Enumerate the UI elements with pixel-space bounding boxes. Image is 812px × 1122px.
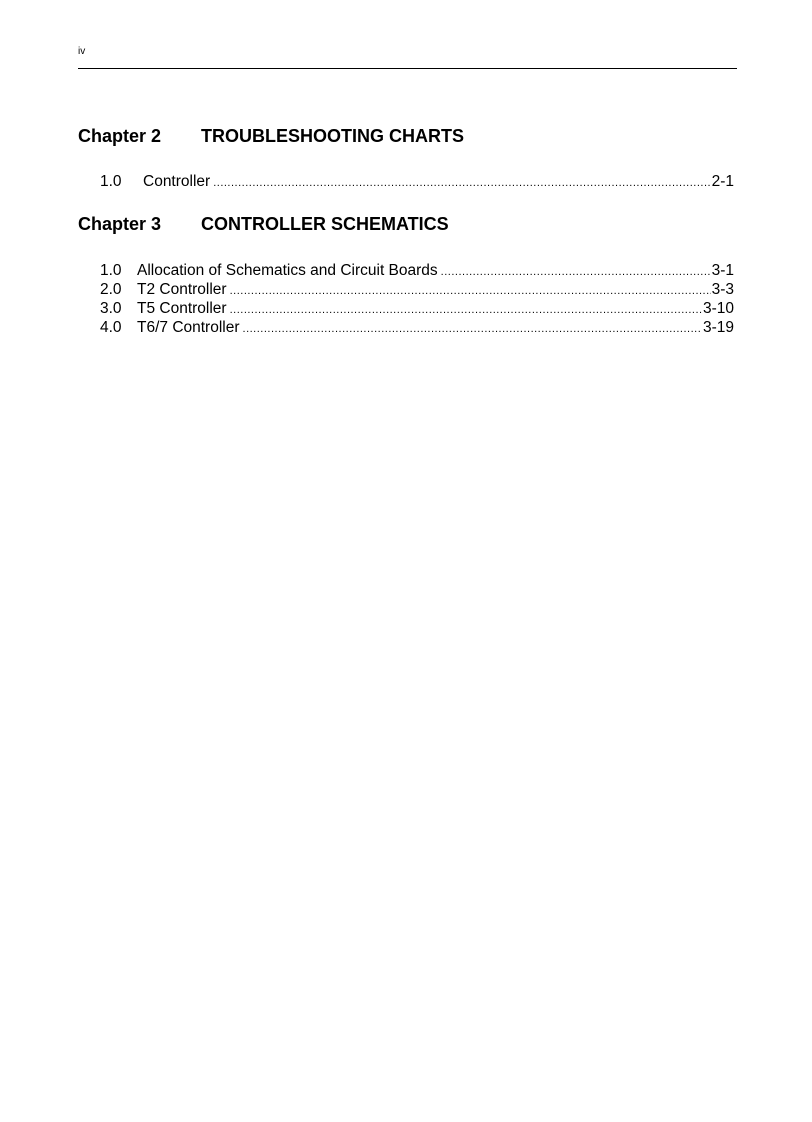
toc-entry-page: 3-19 [702,319,734,336]
toc-entry-title: T5 Controller [137,300,227,317]
toc-entry-page: 3-3 [711,281,734,298]
chapter-label: Chapter 2 [78,126,162,146]
toc-entry-page: 3-10 [702,300,734,317]
chapter-title: CONTROLLER SCHEMATICS [201,214,449,234]
header-divider [78,68,737,69]
toc-entry[interactable] [100,318,734,337]
toc-dot-leader [230,301,702,320]
toc-entry-number: 4.0 [100,319,122,336]
toc-entry[interactable] [100,172,734,191]
toc-entry-number: 3.0 [100,300,122,317]
toc-entry-title: T2 Controller [137,281,227,298]
toc-entry-title: Controller [143,173,211,190]
toc-dot-leader [441,263,711,282]
chapter-label: Chapter 3 [78,214,162,234]
toc-entry-title: Allocation of Schematics and Circuit Boards [137,262,438,279]
chapter-3-toc [100,261,734,337]
chapter-title: TROUBLESHOOTING CHARTS [201,126,464,146]
toc-entry[interactable] [100,280,734,299]
toc-dot-leader [213,174,710,193]
toc-dot-leader [230,282,711,301]
toc-entry-number: 1.0 [100,262,122,279]
toc-entry-title: T6/7 Controller [137,319,240,336]
toc-entry[interactable] [100,299,734,318]
page-number: iv [78,46,86,57]
toc-entry[interactable] [100,261,734,280]
chapter-3-heading [78,213,737,235]
toc-dot-leader [243,320,702,339]
toc-entry-number: 1.0 [100,173,122,190]
chapter-2-heading [78,125,737,147]
toc-entry-page: 2-1 [711,173,734,190]
chapter-2-toc [100,172,734,191]
toc-entry-page: 3-1 [711,262,734,279]
toc-entry-number: 2.0 [100,281,122,298]
